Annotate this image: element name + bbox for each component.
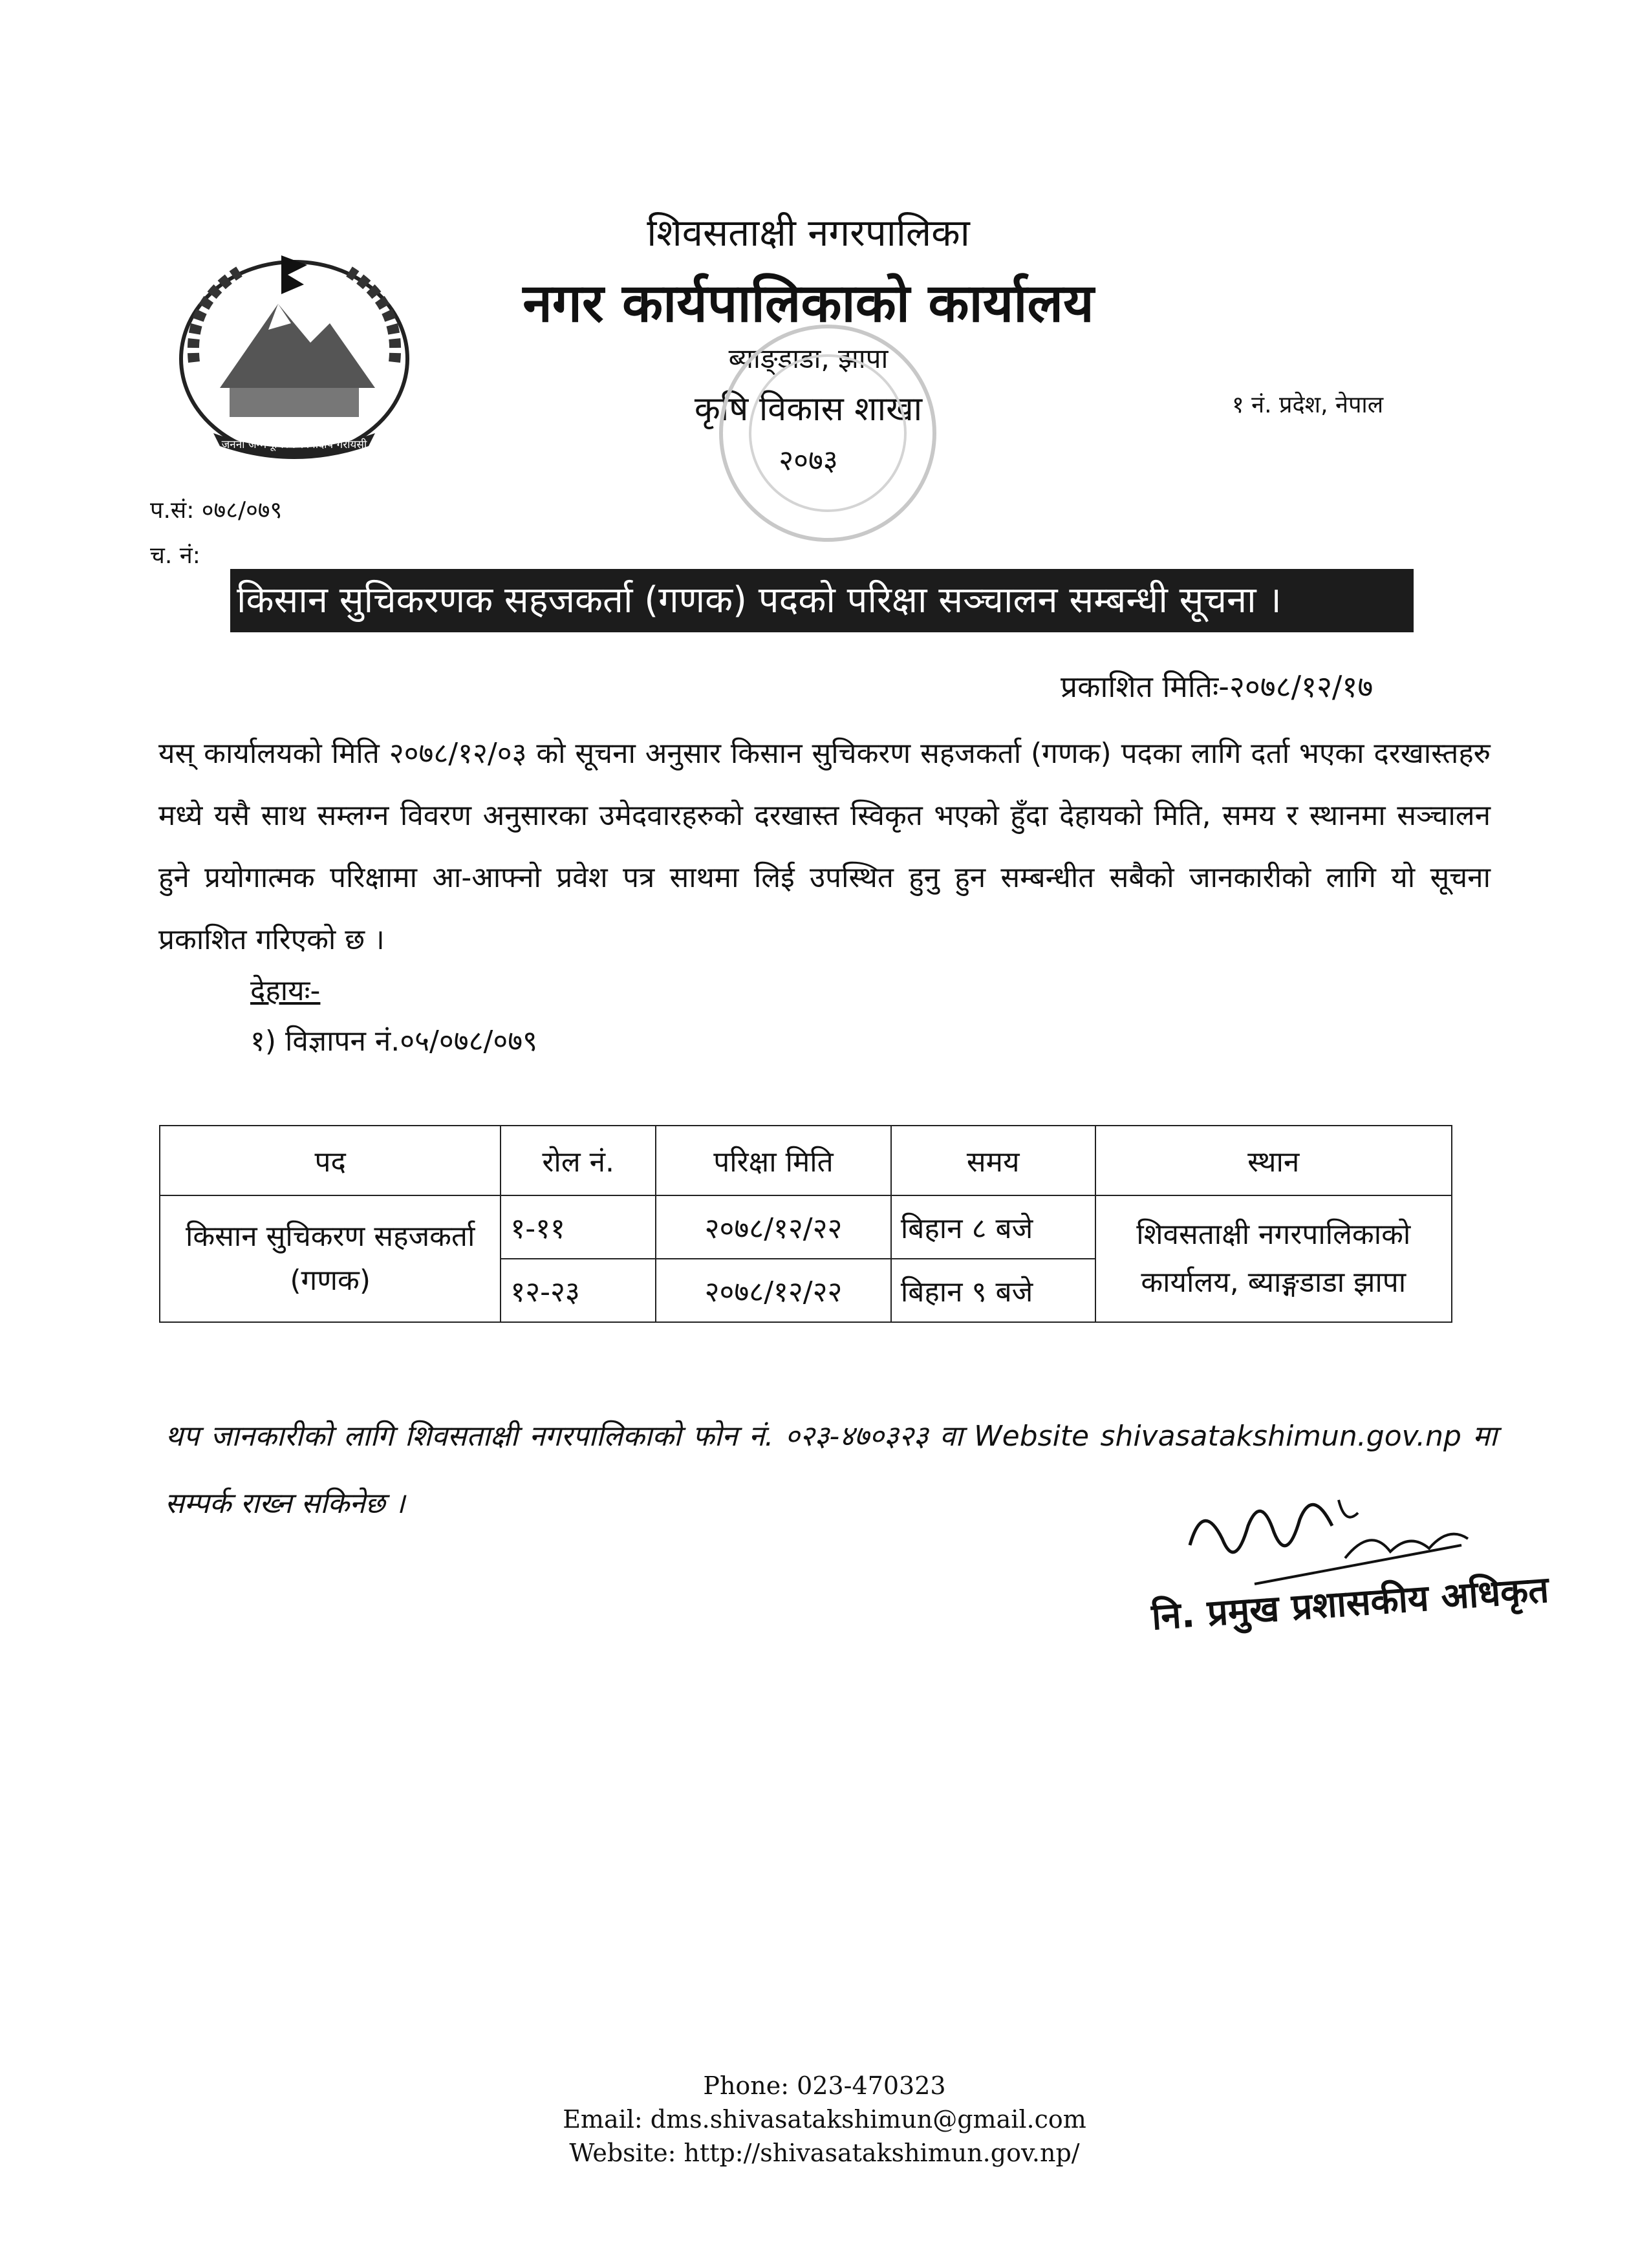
table-header-row	[160, 1126, 1452, 1195]
roll-cell: १२-२३	[501, 1259, 656, 1322]
dispatch-number: च. नं:	[150, 542, 200, 569]
notice-title: किसान सुचिकरणक सहजकर्ता (गणक) पदको परिक्षा सञ्चालन सम्बन्धी सूचना ।	[230, 569, 1414, 632]
header-post: पद	[160, 1126, 501, 1195]
emblem-motto: जननी जन्मभूमिश्च स्वर्गादपि गरीयसी	[221, 438, 367, 451]
office-name: नगर कार्यपालिकाको कार्यालय	[523, 273, 1094, 334]
office-address: ब्याङ्डाडा, झापा	[728, 343, 889, 374]
venue-cell: शिवसताक्षी नगरपालिकाको कार्यालय, ब्याङ्गडाडा झापा	[1095, 1195, 1452, 1322]
established-year: २०७३	[779, 444, 838, 477]
date-cell: २०७८/१२/२२	[656, 1195, 891, 1259]
municipality-name: शिवसताक्षी नगरपालिका	[647, 211, 970, 255]
exam-schedule-table	[159, 1125, 1452, 1323]
header-venue: स्थान	[1095, 1126, 1452, 1195]
dehay-label: देहायः-	[250, 974, 321, 1007]
signer-title: नि. प्रमुख प्रशासकीय अधिकृत	[1150, 1568, 1551, 1639]
time-cell: बिहान ८ बजे	[891, 1195, 1095, 1259]
roll-cell: १-११	[501, 1195, 656, 1259]
header-time: समय	[891, 1126, 1095, 1195]
time-cell: बिहान ९ बजे	[891, 1259, 1095, 1322]
footer-email: Email: dms.shivasatakshimun@gmail.com	[563, 2105, 1086, 2134]
contact-note: थप जानकारीको लागि शिवसताक्षी नगरपालिकाको फोन नं. ०२३-४७०३२३ वा Website shivasatakshimun.gov.np मा सम्पर्क राख्न सकिनेछ ।	[165, 1420, 1497, 1520]
branch-name: कृषि विकास शाखा	[694, 390, 923, 429]
footer-phone: Phone: 023-470323	[703, 2071, 946, 2100]
post-cell: किसान सुचिकरण सहजकर्ता (गणक)	[160, 1195, 501, 1322]
table-row	[160, 1195, 1452, 1259]
office-stamp	[698, 304, 944, 562]
province-label: १ नं. प्रदेश, नेपाल	[1232, 392, 1384, 418]
header-exam-date: परिक्षा मिति	[656, 1126, 891, 1195]
notice-body: यस् कार्यालयको मिति २०७८/१२/०३ को सूचना अनुसार किसान सुचिकरण सहजकर्ता (गणक) पदका लागि दर्ता भएका दरखास्तहरु मध्ये यसै साथ सम्लग्न विवरण अनुसारका उमेदवारहरुको दरखास्त स्विकृत भएको हुँदा देहायको मिति, समय र स्थानमा सञ्चालन हुने प्रयोगात्मक परिक्षामा आ-आफ्नो प्रवेश पत्र साथमा लिई उपस्थित हुनु हुन सम्बन्धीत सबैको जानकारीको लागि यो सूचना प्रकाशित गरिएको छ ।	[158, 737, 1491, 956]
nepal-emblem-logo	[155, 233, 433, 465]
advertisement-number: १) विज्ञापन नं.०५/०७८/०७९	[250, 1025, 537, 1058]
header-roll: रोल नं.	[501, 1126, 656, 1195]
letter-number: प.सं: ०७८/०७९	[150, 497, 283, 524]
footer-contact	[501, 2069, 1148, 2170]
published-date: प्रकाशित मितिः-२०७८/१२/१७	[1061, 669, 1374, 704]
date-cell: २०७८/१२/२२	[656, 1259, 891, 1322]
footer-website: Website: http://shivasatakshimun.gov.np/	[569, 2139, 1080, 2167]
